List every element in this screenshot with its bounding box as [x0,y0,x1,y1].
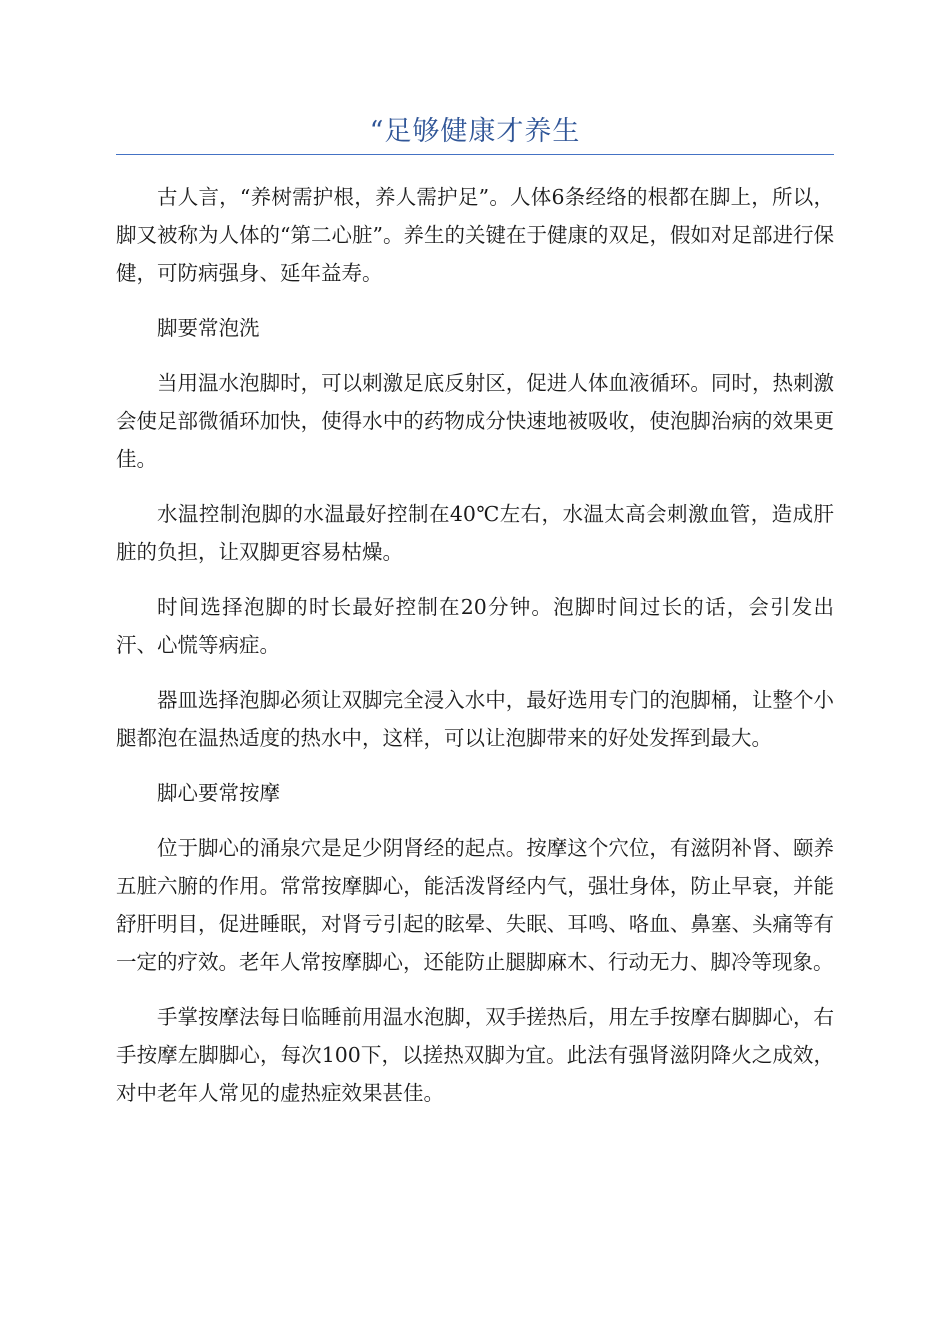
paragraph-soak-time: 时间选择泡脚的时长最好控制在20分钟。泡脚时间过长的话，会引发出汗、心慌等病症。 [116,595,834,657]
paragraph-yongquan-point: 位于脚心的涌泉穴是足少阴肾经的起点。按摩这个穴位，有滋阴补肾、颐养五脏六腑的作用。常常按摩脚心，能活泼肾经内气，强壮身体，防止早衰，并能舒肝明目，促进睡眠，对肾亏引起的眩晕、失眠、耳鸣、咯血、鼻塞、头痛等有一定的疗效。老年人常按摩脚心，还能防止腿脚麻木、行动无力、脚冷等现象。 [116,836,834,974]
title-divider [116,154,834,155]
section-heading-foot-soak: 脚要常泡洗 [157,316,260,340]
paragraph-vessel: 器皿选择泡脚必须让双脚完全浸入水中，最好选用专门的泡脚桶，让整个小腿都泡在温热适度的热水中，这样，可以让泡脚带来的好处发挥到最大。 [116,688,834,750]
document-body [116,178,834,1129]
paragraph-intro: 古人言，“养树需护根，养人需护足”。人体6条经络的根都在脚上，所以，脚又被称为人体的“第二心脏”。养生的关键在于健康的双足，假如对足部进行保健，可防病强身、延年益寿。 [116,185,834,285]
paragraph-water-temperature: 水温控制泡脚的水温最好控制在40℃左右，水温太高会刺激血管，造成肝脏的负担，让双脚更容易枯燥。 [116,502,834,564]
paragraph-warm-water: 当用温水泡脚时，可以刺激足底反射区，促进人体血液循环。同时，热刺激会使足部微循环加快，使得水中的药物成分快速地被吸收，使泡脚治病的效果更佳。 [116,371,834,471]
page-title: “足够健康才养生 [369,116,581,147]
paragraph-palm-massage: 手掌按摩法每日临睡前用温水泡脚，双手搓热后，用左手按摩右脚脚心，右手按摩左脚脚心，每次100下，以搓热双脚为宜。此法有强肾滋阴降火之成效，对中老年人常见的虚热症效果甚佳。 [116,1005,834,1105]
section-heading-sole-massage: 脚心要常按摩 [157,781,280,805]
